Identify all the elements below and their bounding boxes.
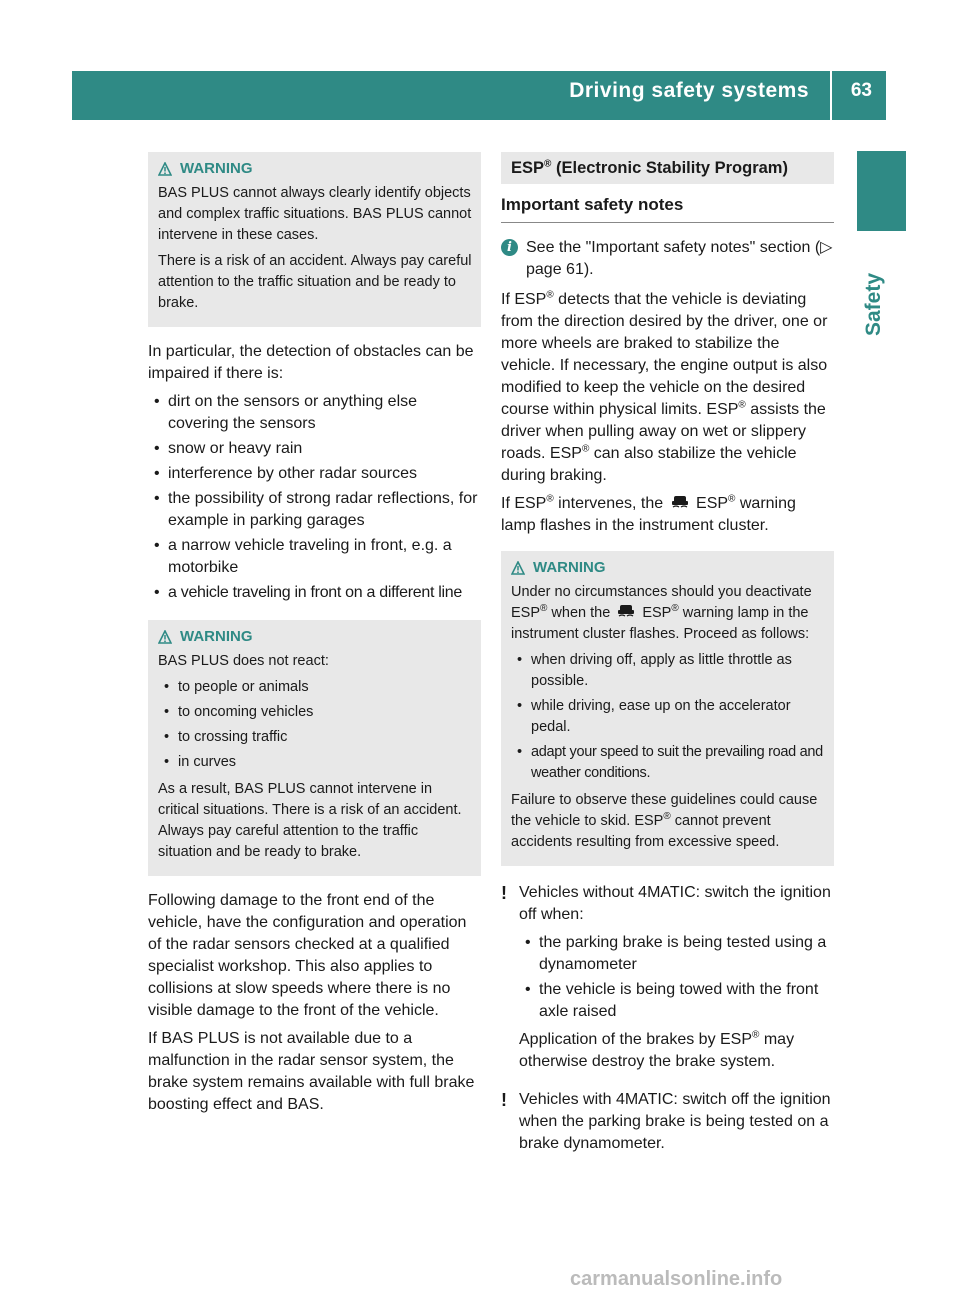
note-text: Vehicles without 4MATIC: switch the ignition off when: [519,884,831,923]
bullet-list [519,932,834,1023]
warning-triangle-icon [158,162,172,176]
list-item: • to crossing traffic [158,727,473,748]
warning-box [501,551,834,866]
list-item: • a narrow vehicle traveling in front, e.g. a motorbike [148,535,481,579]
info-text: See the "Important safety notes" section (▷ page 61). [526,239,833,278]
list-item: • dirt on the sensors or anything else covering the sensors [148,391,481,435]
header-divider [830,71,832,120]
bullet-list [511,650,826,784]
caution-note [501,882,834,1079]
paragraph: In particular, the detection of obstacles can be impaired if there is: [148,343,474,382]
list-item: • to people or animals [158,677,473,698]
section-heading: ESP® (Electronic Stability Program) [501,152,834,184]
section-tab[interactable] [857,151,906,231]
paragraph: If ESP® detects that the vehicle is deviating from the direction desired by the driver, one or more wheels are braked to stabilize the vehicle. If necessary, the engine output is also modified to keep the vehicle on the desired course within physical limits. ESP® assists the driver when pulling away on wet or slippery roads. ESP® can also stabilize the vehicle during braking. [501,289,828,484]
left-column [148,152,481,1122]
warning-heading [511,557,826,578]
warning-text: Under no circumstances should you deactivate ESP® when the ESP® warning lamp in the instrument cluster flashes. Proceed as follows: [511,584,812,642]
list-item: • to oncoming vehicles [158,702,473,723]
warning-triangle-icon [158,630,172,644]
warning-text: As a result, BAS PLUS cannot intervene in critical situations. There is a risk of an accident. Always pay careful attention to the traffic situation and be ready to brake. [158,781,462,860]
warning-text: There is a risk of an accident. Always pay careful attention to the traffic situation and be ready to brake. [158,253,472,311]
paragraph: If BAS PLUS is not available due to a malfunction in the radar sensor system, the brake system remains available with full brake boosting effect and BAS. [148,1030,475,1113]
subheading: Important safety notes [501,194,834,223]
esp-warning-lamp-icon [671,495,689,510]
bullet-list [148,391,481,604]
list-item: • adapt your speed to suit the prevailing road and weather conditions. [511,742,826,784]
warning-label: WARNING [180,628,253,645]
list-item: • while driving, ease up on the accelerator pedal. [511,696,826,738]
warning-box [148,620,481,876]
esp-warning-lamp-icon [617,604,635,619]
warning-heading [158,626,473,647]
note-text: Application of the brakes by ESP® may otherwise destroy the brake system. [519,1029,795,1070]
warning-box [148,152,481,327]
page-number: 63 [850,80,872,101]
watermark: carmanualsonline.info [570,1268,783,1290]
section-tab-label: Safety [862,272,885,336]
warning-heading [158,158,473,179]
warning-triangle-icon [511,561,525,575]
warning-text: BAS PLUS does not react: [158,653,329,669]
list-item: • the vehicle is being towed with the front axle raised [519,979,834,1023]
bullet-list [158,677,473,773]
list-item: • interference by other radar sources [148,463,481,485]
warning-text: BAS PLUS cannot always clearly identify objects and complex traffic situations. BAS PLUS cannot intervene in these cases. [158,185,472,243]
warning-label: WARNING [180,160,253,177]
info-icon: i [501,239,518,256]
note-text: Vehicles with 4MATIC: switch off the ignition when the parking brake is being tested on a brake dynamometer. [519,1091,831,1152]
right-column [501,152,834,1167]
paragraph: Following damage to the front end of the vehicle, have the configuration and operation of the radar sensors checked at a qualified specialist workshop. This also applies to collisions at slow speeds where there is no visible damage to the front of the vehicle. [148,892,467,1019]
list-item: • in curves [158,752,473,773]
warning-label: WARNING [533,559,606,576]
warning-text: Failure to observe these guidelines could cause the vehicle to skid. ESP® cannot prevent accidents resulting from excessive speed. [511,792,818,850]
list-item: • snow or heavy rain [148,438,481,460]
page-header [72,71,886,120]
list-item: • the parking brake is being tested using a dynamometer [519,932,834,976]
exclamation-icon: ! [501,883,507,903]
exclamation-icon: ! [501,1090,507,1110]
list-item: • a vehicle traveling in front on a different line [148,582,481,604]
paragraph: If ESP® intervenes, the ESP® warning lamp flashes in the instrument cluster. [501,493,796,534]
list-item: • when driving off, apply as little throttle as possible. [511,650,826,692]
caution-note [501,1089,834,1161]
chapter-title: Driving safety systems [569,79,809,102]
list-item: • the possibility of strong radar reflections, for example in parking garages [148,488,481,532]
info-note [501,237,834,281]
